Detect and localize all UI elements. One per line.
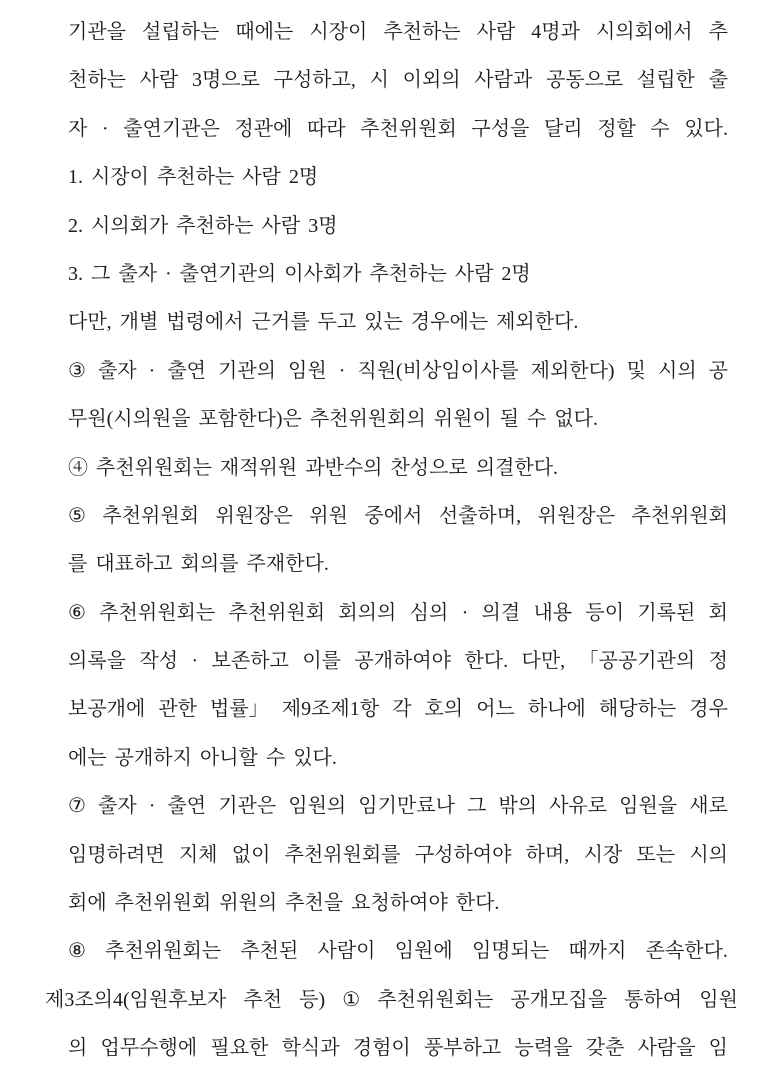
word: 달리	[543, 117, 583, 140]
word: 관한	[158, 698, 197, 721]
word: 해당하는	[598, 698, 677, 721]
word: 이외의	[402, 69, 461, 92]
word: 직원(비상임이사를	[357, 359, 519, 382]
word: 공개하여야	[354, 650, 451, 673]
word: 공	[708, 359, 728, 382]
word: 임원에	[394, 940, 453, 963]
word: 추천위원회	[228, 601, 326, 624]
word: 추천위원회	[631, 504, 728, 527]
word: 그	[466, 795, 487, 818]
word: 업무수행에	[100, 1037, 198, 1060]
text-line: 1. 시장이 추천하는 사람 2명	[68, 166, 319, 189]
word: 작성	[139, 650, 179, 673]
word: 구성하여야	[414, 843, 512, 866]
word: 보공개에	[68, 698, 146, 721]
word: 기관은	[218, 795, 277, 818]
word: 기록된	[637, 601, 696, 624]
word: 갖춘	[585, 1037, 625, 1060]
word: 기관의	[218, 359, 276, 382]
text-line	[68, 56, 728, 104]
word: 회의의	[338, 601, 397, 624]
word: 시장	[583, 843, 623, 866]
word: 정할	[597, 117, 636, 140]
word: ⑦	[68, 795, 86, 818]
word: 추천위원회	[102, 504, 200, 527]
text-line: 를 대표하고 회의를 주재한다.	[68, 553, 329, 576]
word: 추천위원회는	[99, 601, 216, 624]
word: 때까지	[568, 940, 627, 963]
word: 보존하고	[211, 650, 289, 673]
word: 시장이	[309, 21, 368, 43]
word: 위원	[309, 504, 348, 527]
text-line	[68, 492, 728, 540]
text-line	[68, 347, 728, 395]
text-line: 다만, 개별 법령에서 근거를 두고 있는 경우에는 제외한다.	[68, 311, 579, 334]
word: 어느	[476, 698, 515, 721]
word: 사람을	[637, 1037, 696, 1060]
word: 4명과	[531, 21, 580, 43]
word: 다만,	[521, 650, 566, 673]
text-line	[68, 1024, 728, 1066]
text-line: 무원(시의원을 포함한다)은 추천위원회의 위원이 될 수 없다.	[68, 408, 598, 431]
word: 공동으로	[545, 69, 624, 92]
word: 선출하며,	[438, 504, 522, 527]
text-line: ④ 추천위원회는 재적위원 과반수의 찬성으로 의결한다.	[68, 456, 559, 479]
word: 법률」	[210, 698, 269, 721]
word: 임명하려면	[68, 843, 165, 866]
word: 회	[708, 601, 728, 624]
word: 사유로	[549, 795, 608, 818]
word: 3명으로	[191, 69, 260, 92]
text-line	[68, 589, 728, 637]
word: 정	[708, 650, 728, 673]
word: 통하여	[624, 988, 683, 1011]
word: 능력을	[514, 1037, 573, 1060]
word: 경우	[689, 698, 728, 721]
word: 임원의	[288, 795, 347, 818]
word: 임	[708, 1037, 728, 1060]
text-line	[45, 976, 738, 1024]
word: 수	[650, 117, 670, 140]
word: 의	[68, 1037, 88, 1060]
word: ③	[68, 359, 86, 382]
word: 중에서	[364, 504, 423, 527]
word: 추천위원회는	[377, 988, 494, 1011]
word: 임명되는	[471, 940, 550, 963]
word: 사람	[476, 21, 516, 43]
word: ·	[461, 601, 469, 624]
word: 출연기관은	[123, 117, 220, 140]
word: 정관에	[234, 117, 293, 140]
word: 등이	[585, 601, 625, 624]
word: 학식과	[281, 1037, 340, 1060]
word: ·	[338, 359, 346, 382]
word: 설립한	[636, 69, 695, 92]
word: ·	[191, 650, 199, 673]
text-line: 3. 그 출자 · 출연기관의 이사회가 추천하는 사람 2명	[68, 262, 531, 285]
word: ⑥	[68, 601, 86, 624]
word: 추천	[243, 988, 283, 1011]
word: 「공공기관의	[578, 650, 696, 673]
word: 구성하고,	[273, 69, 356, 92]
word: 없이	[231, 843, 271, 866]
word: 추천위원회는	[105, 940, 222, 963]
text-line	[68, 8, 728, 56]
word: 등)	[299, 988, 326, 1011]
text-line	[68, 782, 728, 830]
word: ·	[148, 795, 156, 818]
word: 하나에	[527, 698, 586, 721]
text-line: 회에 추천위원회 위원의 추천을 요청하여야 한다.	[68, 892, 500, 915]
word: ⑧	[68, 940, 86, 963]
word: 기관을	[68, 21, 126, 43]
word: 사람과	[474, 69, 533, 92]
word: 의결	[481, 601, 521, 624]
word: 출연	[167, 795, 207, 818]
word: 임기만료나	[358, 795, 455, 818]
word: 천하는	[68, 69, 126, 92]
word: ⑤	[68, 504, 86, 527]
word: ·	[101, 117, 109, 140]
word: 따라	[306, 117, 346, 140]
word: 지체	[178, 843, 218, 866]
word: 필요한	[210, 1037, 269, 1060]
word: 출	[708, 69, 728, 92]
word: 구성을	[471, 117, 530, 140]
word: 설립하는	[142, 21, 220, 43]
word: 시의회에서	[595, 21, 693, 43]
word: 의록을	[68, 650, 126, 673]
word: 출연	[167, 359, 206, 382]
word: 및	[626, 359, 646, 382]
word: 하며,	[525, 843, 570, 866]
text-line	[68, 927, 728, 975]
text-line	[68, 831, 728, 879]
word: 공개모집을	[510, 988, 608, 1011]
text-line: 에는 공개하지 아니할 수 있다.	[68, 746, 337, 769]
word: 풍부하고	[423, 1037, 502, 1060]
word: 사람이	[317, 940, 376, 963]
word: 존속한다.	[645, 940, 728, 963]
word: 각	[392, 698, 412, 721]
word: ①	[342, 988, 361, 1011]
word: 있다.	[684, 117, 728, 140]
word: 시의	[689, 843, 728, 866]
word: 또는	[636, 843, 676, 866]
word: 추천하는	[383, 21, 461, 43]
word: 새로	[689, 795, 728, 818]
word: 제외한다)	[530, 359, 615, 382]
word: 시	[369, 69, 389, 92]
text-line	[68, 105, 728, 153]
word: 추	[708, 21, 728, 43]
text-line	[68, 685, 728, 733]
word: 호의	[424, 698, 464, 721]
word: 위원장은	[537, 504, 615, 527]
text-line	[68, 637, 728, 685]
word: 추천된	[240, 940, 299, 963]
word: 이를	[302, 650, 341, 673]
word: 제3조의4(임원후보자	[45, 988, 227, 1011]
word: 추천위원회를	[284, 843, 401, 866]
word: 출자	[97, 359, 137, 382]
word: 출자	[98, 795, 137, 818]
word: 심의	[409, 601, 449, 624]
word: 임원	[699, 988, 738, 1011]
word: 추천위원회	[360, 117, 457, 140]
word: 제9조제1항	[281, 698, 380, 721]
word: 내용	[533, 601, 573, 624]
word: 자	[68, 117, 88, 140]
word: 임원을	[619, 795, 678, 818]
text-line: 2. 시의회가 추천하는 사람 3명	[68, 214, 338, 237]
word: 한다.	[464, 650, 509, 673]
word: 시의	[658, 359, 697, 382]
word: 사람	[139, 69, 179, 92]
word: 임원	[288, 359, 327, 382]
word: 밖의	[498, 795, 538, 818]
word: 위원장은	[215, 504, 293, 527]
word: 경험이	[352, 1037, 411, 1060]
word: 때에는	[235, 21, 294, 43]
word: ·	[148, 359, 156, 382]
